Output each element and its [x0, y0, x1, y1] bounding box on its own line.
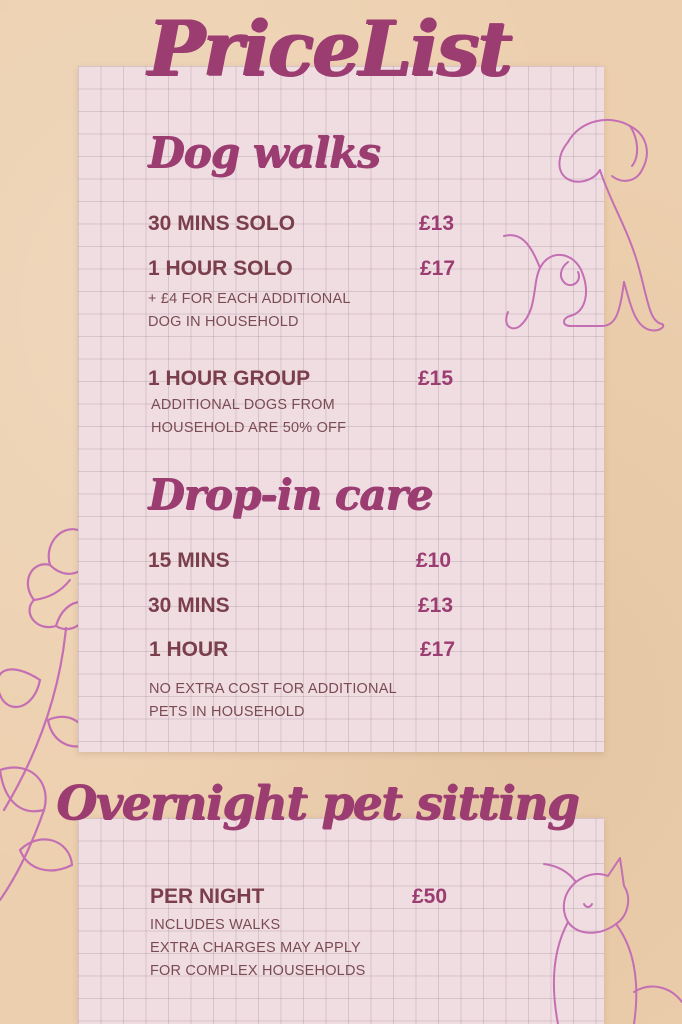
service-label: 30 MINS [148, 594, 230, 617]
service-label: 15 MINS [148, 549, 230, 572]
service-note: ADDITIONAL DOGS FROM HOUSEHOLD ARE 50% OFF [151, 397, 347, 436]
page-title: PriceList [148, 4, 511, 93]
service-label: 1 HOUR [149, 638, 229, 661]
service-price: £13 [418, 594, 454, 617]
section-heading-dog-walks: Dog walks [148, 128, 380, 177]
service-price: £50 [412, 885, 448, 908]
service-price: £17 [420, 257, 456, 280]
service-price: £15 [418, 367, 454, 390]
service-price: £13 [419, 212, 455, 235]
service-label: 1 HOUR SOLO [148, 257, 293, 280]
service-label: PER NIGHT [150, 885, 265, 908]
section-note: NO EXTRA COST FOR ADDITIONAL PETS IN HOUSEHOLD [149, 681, 397, 720]
service-note: + £4 FOR EACH ADDITIONAL DOG IN HOUSEHOLD [148, 291, 351, 330]
service-label: 1 HOUR GROUP [148, 367, 311, 390]
cat-line-art-icon [530, 852, 682, 1024]
section-heading-overnight-pet-sitting: Overnight pet sitting [56, 776, 579, 831]
service-note: INCLUDES WALKS EXTRA CHARGES MAY APPLY FOR COMPLEX HOUSEHOLDS [150, 917, 366, 979]
section-heading-drop-in-care: Drop-in care [148, 470, 433, 519]
service-price: £10 [416, 549, 452, 572]
dog-line-art-icon [490, 112, 670, 342]
service-price: £17 [420, 638, 456, 661]
service-label: 30 MINS SOLO [148, 212, 296, 235]
